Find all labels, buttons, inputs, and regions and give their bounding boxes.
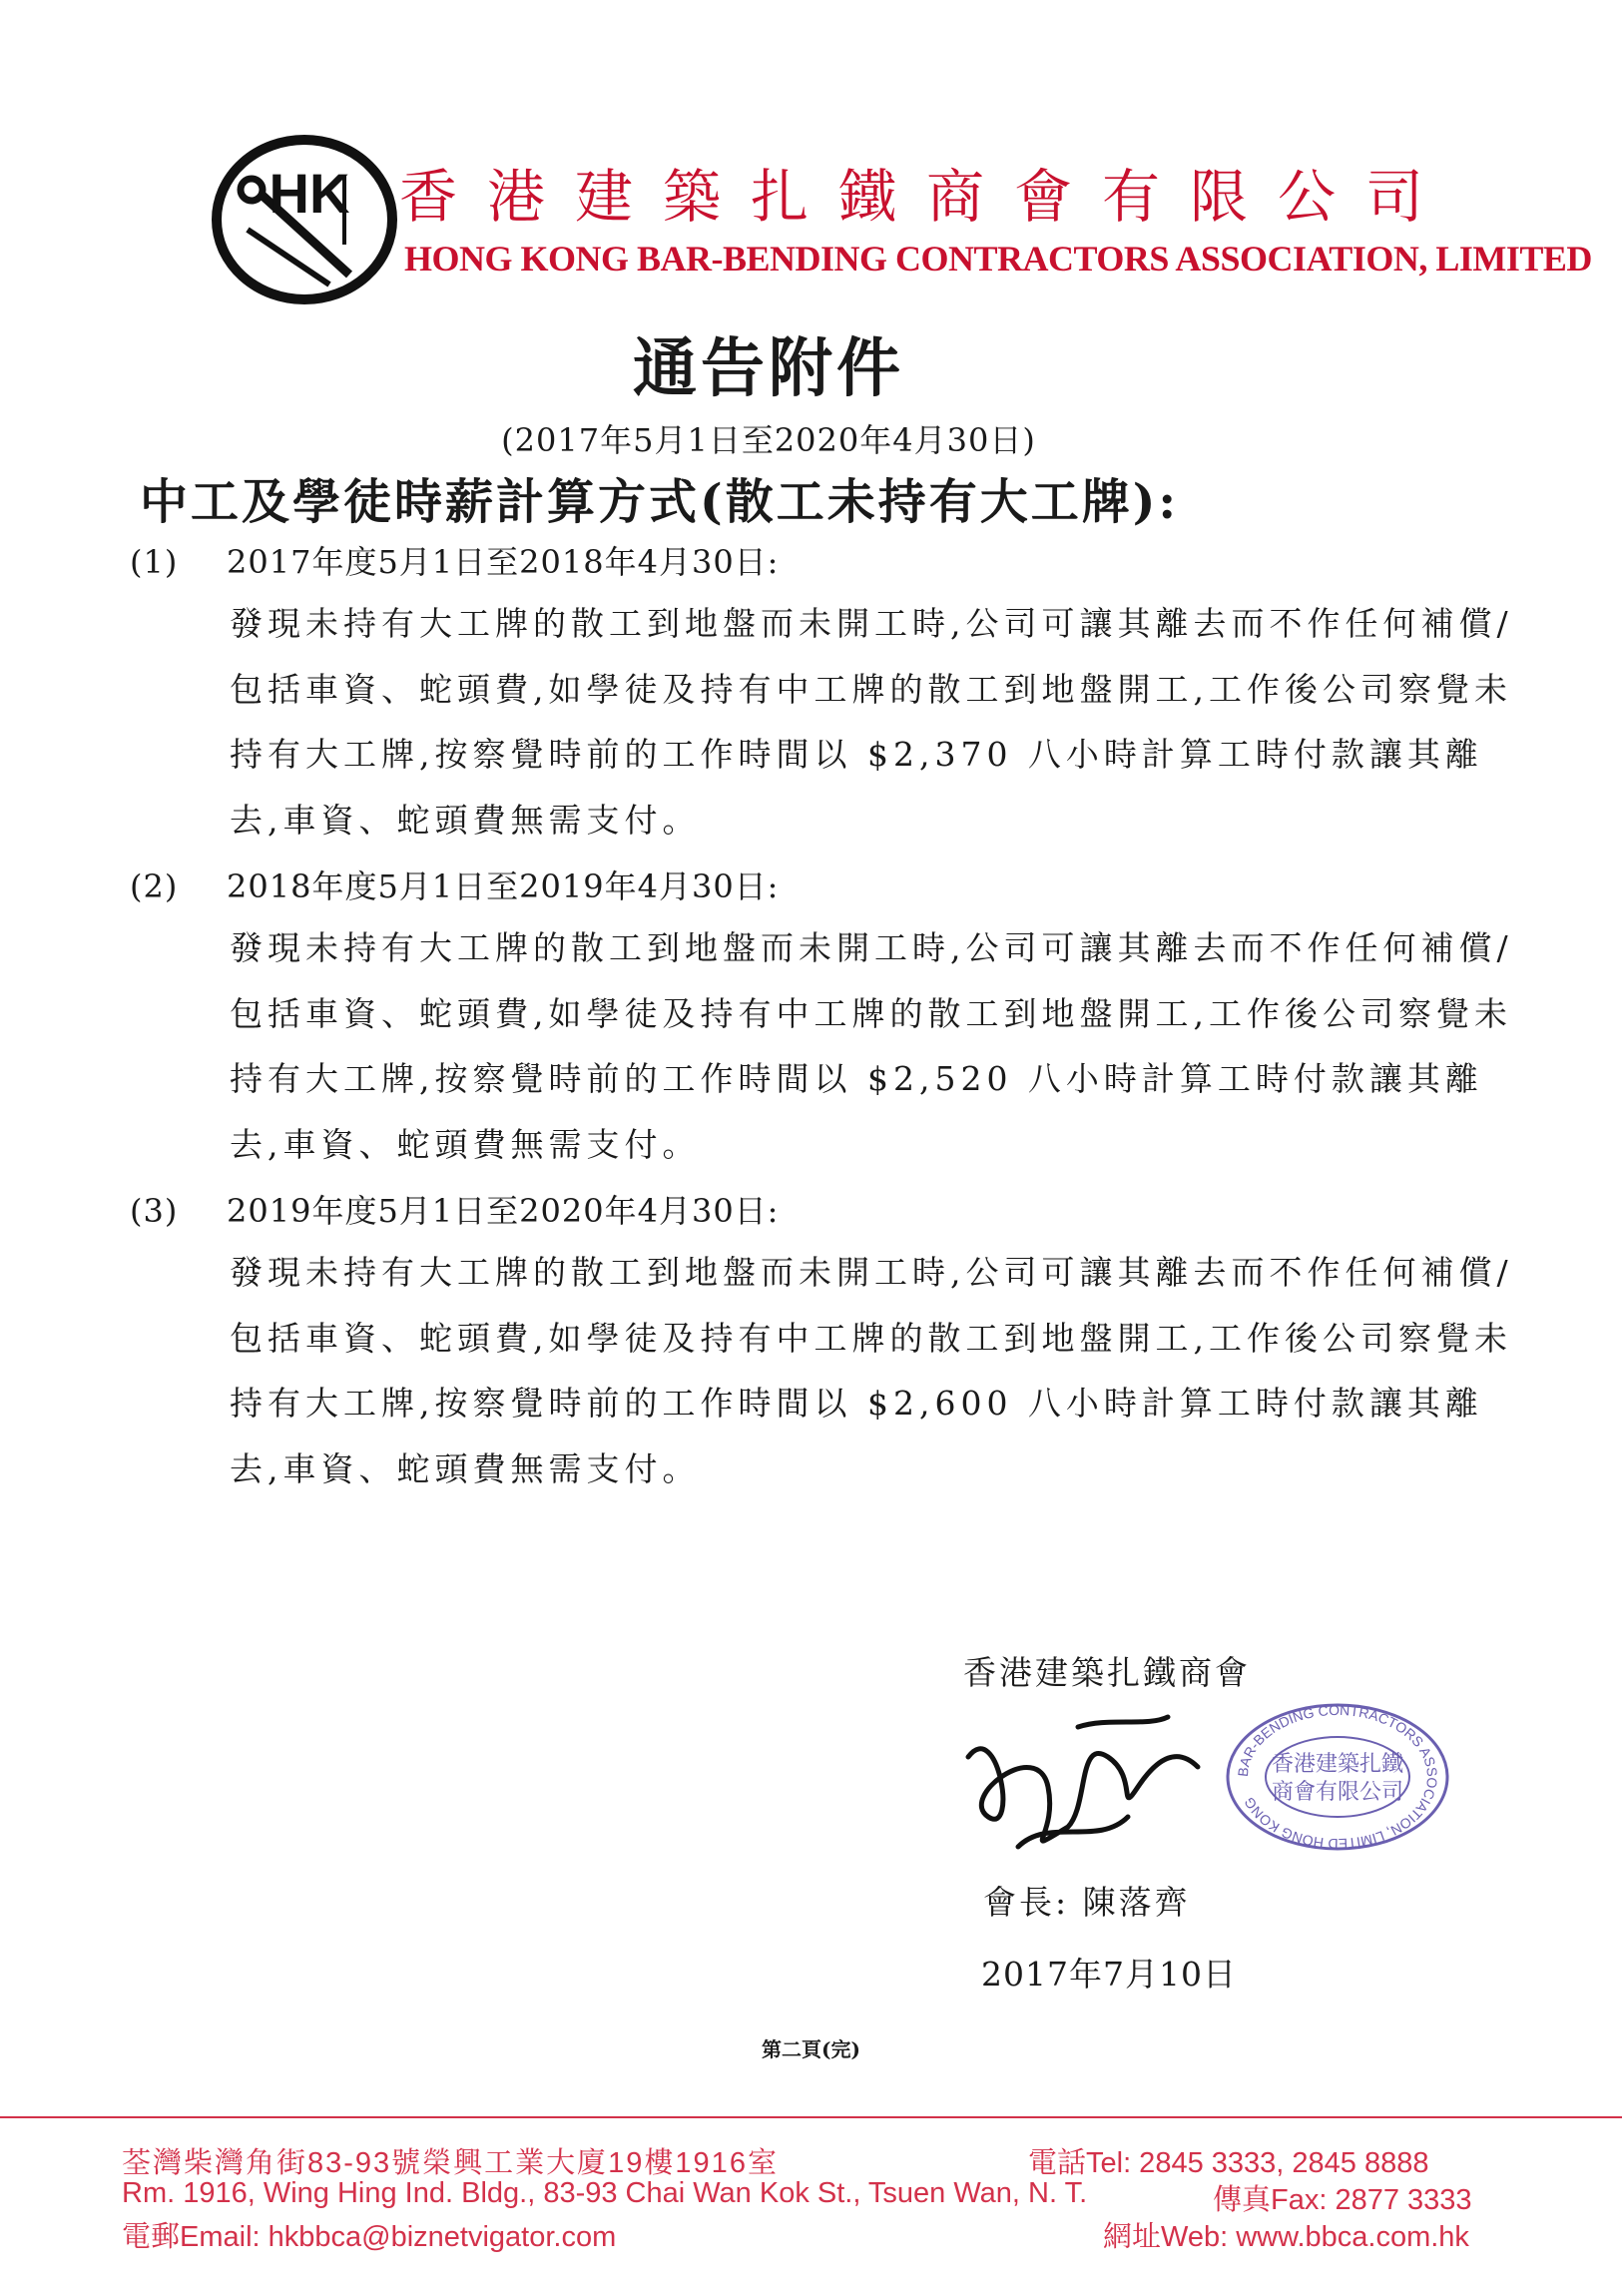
seal-inner-line2: 商會有限公司 <box>1271 1780 1404 1805</box>
section-3-body: 發現未持有大工牌的散工到地盤而未開工時,公司可讓其離去而不作任何補償/包括車資、蛇頭費,如學徒及持有中工牌的散工到地盤開工,工作後公司察覺未持有大工牌,按察覺時前的工作時間以 $2,600 八小時計算工時付款讓其離去,車資、蛇頭費無需支付。 <box>230 1253 1513 1488</box>
footer-email: 電郵Email: hkbbca@biznetvigator.com <box>122 2221 617 2253</box>
footer-fax: 傳真Fax: 2877 3333 <box>1213 2184 1472 2216</box>
association-seal-icon <box>1218 1697 1457 1857</box>
notice-period: (2017年5月1日至2020年4月30日) <box>501 421 1036 459</box>
section-2-heading <box>130 861 779 907</box>
logo-text: HK <box>269 162 350 225</box>
footer-divider <box>0 2116 1622 2118</box>
section-1-heading <box>130 537 779 583</box>
section-number: (3) <box>130 1192 179 1230</box>
section-period: 2017年度5月1日至2018年4月30日: <box>227 543 780 581</box>
section-number: (2) <box>130 867 179 905</box>
section-number: (1) <box>130 543 179 581</box>
footer-tel: 電話Tel: 2845 3333, 2845 8888 <box>1028 2147 1429 2179</box>
notice-title: 通告附件 <box>633 331 904 406</box>
hk-bar-bending-emblem-icon <box>210 135 399 304</box>
signing-association: 香港建築扎鐵商會 <box>963 1653 1251 1692</box>
seal-inner-line1: 香港建築扎鐵 <box>1271 1752 1404 1777</box>
section-2-body: 發現未持有大工牌的散工到地盤而未開工時,公司可讓其離去而不作任何補償/包括車資、蛇頭費,如學徒及持有中工牌的散工到地盤開工,工作後公司察覺未持有大工牌,按察覺時前的工作時間以 $2,520 八小時計算工時付款讓其離去,車資、蛇頭費無需支付。 <box>230 928 1513 1164</box>
section-3-heading <box>130 1186 779 1232</box>
signing-date: 2017年7月10日 <box>981 1955 1237 1994</box>
handwritten-signature-icon <box>958 1697 1218 1867</box>
footer-web: 網址Web: www.bbca.com.hk <box>1103 2221 1469 2253</box>
footer-address-en: Rm. 1916, Wing Hing Ind. Bldg., 83-93 Chai Wan Kok St., Tsuen Wan, N. T. <box>122 2177 1088 2209</box>
section-period: 2018年度5月1日至2019年4月30日: <box>227 867 780 905</box>
notice-subject: 中工及學徒時薪計算方式(散工未持有大工牌): <box>140 474 1180 530</box>
page-number: 第二頁(完) <box>762 2037 860 2061</box>
chairman-name: 會長: 陳落齊 <box>983 1883 1191 1922</box>
section-1-body: 發現未持有大工牌的散工到地盤而未開工時,公司可讓其離去而不作任何補償/包括車資、蛇頭費,如學徒及持有中工牌的散工到地盤開工,工作後公司察覺未持有大工牌,按察覺時前的工作時間以 $2,370 八小時計算工時付款讓其離去,車資、蛇頭費無需支付。 <box>230 604 1513 840</box>
org-name-en: HONG KONG BAR-BENDING CONTRACTORS ASSOCIATION, LIMITED <box>404 239 1592 279</box>
org-name-zh: 香港建築扎鐵商會有限公司 <box>399 163 1454 231</box>
section-period: 2019年度5月1日至2020年4月30日: <box>227 1192 780 1230</box>
footer-address-zh: 荃灣柴灣角街83-93號榮興工業大廈19樓1916室 <box>122 2147 779 2179</box>
seal-outer-text: BAR-BENDING CONTRACTORS ASSOCIATION, LIMITED HONG KONG <box>1234 1701 1441 1853</box>
